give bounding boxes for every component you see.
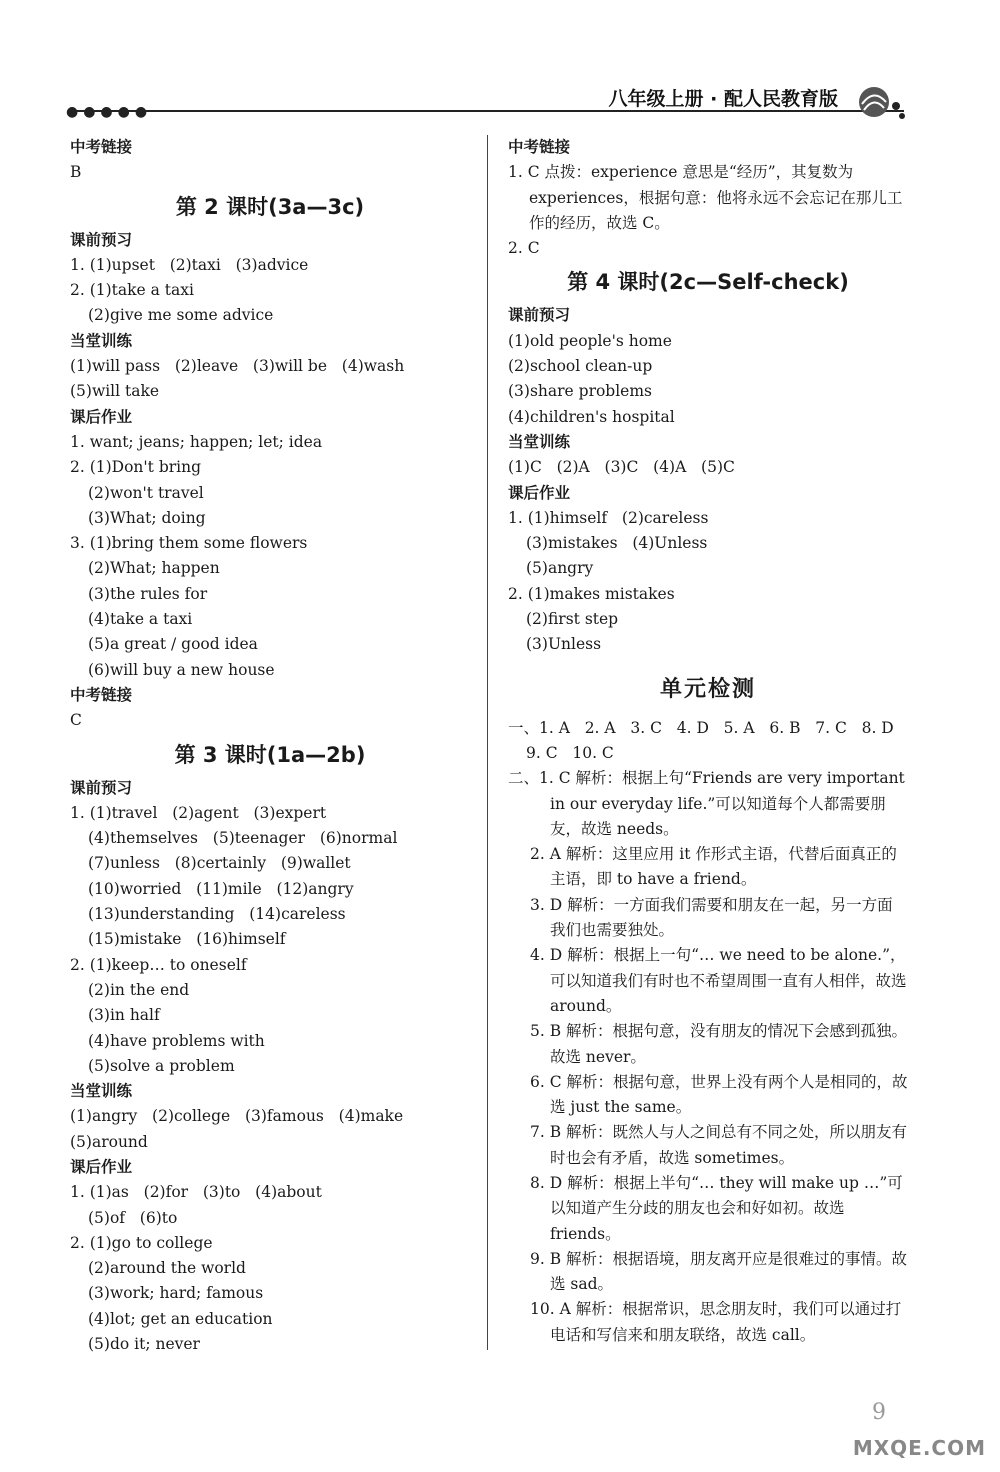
answer-line: 2. C	[508, 239, 540, 258]
answer-line: 1. want; jeans; happen; let; idea	[70, 432, 323, 451]
answer-line: (4)children's hospital	[508, 407, 675, 426]
answer-line: (2)first step	[526, 610, 619, 629]
left-column	[70, 135, 470, 1357]
explained-answer: 10. A 解析：根据常识，思念朋友时，我们可以通过打电话和写信来和朋友联络，故选 call。	[530, 1300, 902, 1344]
answer-line: C	[70, 711, 82, 730]
unit-test-title: 单元检测	[659, 676, 756, 702]
explained-answer: 4. D 解析：根据上一句“… we need to be alone.”，可以知道我们有时也不希望周围一直有人相伴，故选around。	[530, 946, 907, 1015]
answer-line: (2)school clean-up	[508, 357, 653, 376]
section-heading: 课后作业	[70, 1157, 133, 1176]
answer-line: (2)give me some advice	[88, 306, 274, 325]
lesson-title: 第 4 课时(2c—Self-check)	[567, 270, 849, 295]
answer-line: (15)mistake (16)himself	[88, 930, 286, 949]
answer-line: (3)work; hard; famous	[88, 1284, 264, 1303]
header-dots: ●●●●●	[66, 104, 153, 120]
answer-line: 2. (1)makes mistakes	[508, 584, 675, 603]
answer-line: 2. (1)take a taxi	[70, 281, 194, 300]
column-divider	[487, 135, 488, 1350]
answer-line: (6)will buy a new house	[88, 660, 275, 679]
answer-line: (13)understanding (14)careless	[88, 905, 346, 924]
section-heading: 中考链接	[70, 138, 133, 156]
answer-line: (5)of (6)to	[88, 1208, 178, 1227]
answer-line: 1. (1)travel (2)agent (3)expert	[70, 803, 327, 822]
answer-line: 一、1. A 2. A 3. C 4. D 5. A 6. B 7. C 8. D	[508, 718, 894, 737]
answer-line: (2)around the world	[88, 1259, 246, 1278]
explained-answer: 5. B 解析：根据句意，没有朋友的情况下会感到孤独。故选 never。	[530, 1022, 908, 1066]
answer-line: (5)do it; never	[88, 1335, 200, 1354]
page-number: 9	[872, 1400, 886, 1425]
section-heading: 课前预习	[70, 230, 133, 249]
answer-line: (5)angry	[526, 559, 594, 578]
explained-answer: 8. D 解析：根据上半句“… they will make up …”可以知道产生分歧的朋友也会和好如初。故选 friends。	[530, 1173, 903, 1243]
section-heading: 课后作业	[70, 407, 133, 426]
explained-answer: 7. B 解析：既然人与人之间总有不同之处，所以朋友有时也会有矛盾，故选 sometimes。	[530, 1123, 908, 1167]
explained-answer: 1. C 点拨：experience 意思是“经历”，其复数为 experiences，根据句意：他将永远不会忘记在那儿工作的经历，故选 C。	[508, 163, 903, 232]
watermark: MXQE.COM	[852, 1436, 986, 1460]
explained-answer: 6. C 解析：根据句意，世界上没有两个人是相同的，故选 just the same。	[530, 1072, 908, 1117]
answer-line: (1)angry (2)college (3)famous (4)make	[70, 1107, 404, 1126]
book-logo-icon	[852, 82, 908, 122]
section-heading: 中考链接	[70, 685, 133, 704]
answer-line: 1. (1)upset (2)taxi (3)advice	[70, 255, 309, 274]
answer-line: (2)won't travel	[88, 483, 204, 502]
right-column	[508, 135, 908, 1348]
answer-line: (2)What; happen	[88, 559, 220, 578]
answer-line: 1. (1)himself (2)careless	[508, 508, 709, 527]
lesson-title: 第 2 课时(3a—3c)	[175, 194, 365, 219]
answer-line: (3)Unless	[526, 635, 602, 654]
answer-line: 2. (1)go to college	[70, 1233, 213, 1252]
explained-answer: 3. D 解析：一方面我们需要和朋友在一起，另一方面我们也需要独处。	[530, 895, 893, 940]
answer-line: 9. C 10. C	[526, 743, 614, 762]
section-heading: 中考链接	[508, 138, 571, 156]
answer-line: (10)worried (11)mile (12)angry	[88, 879, 354, 898]
explained-answer: 9. B 解析：根据语境，朋友离开应是很难过的事情。故选 sad。	[530, 1249, 908, 1294]
answer-line: (3)in half	[88, 1006, 160, 1025]
answer-line: (3)the rules for	[88, 584, 208, 603]
section-heading: 课前预习	[508, 306, 571, 325]
answer-line: (3)mistakes (4)Unless	[526, 534, 708, 553]
answer-line: (5)a great / good idea	[88, 635, 258, 654]
answer-line: (4)take a taxi	[88, 610, 193, 629]
section-heading: 当堂训练	[70, 1082, 133, 1101]
answer-line: (5)solve a problem	[88, 1056, 235, 1075]
answer-line: 2. (1)Don't bring	[70, 458, 202, 477]
answer-line: (4)lot; get an education	[88, 1309, 273, 1328]
section-heading: 当堂训练	[70, 331, 133, 350]
answer-line: (2)in the end	[88, 980, 190, 999]
answer-line: (4)themselves (5)teenager (6)normal	[88, 829, 398, 848]
answer-line: 2. (1)keep… to oneself	[70, 955, 247, 974]
section-heading: 当堂训练	[508, 432, 571, 451]
answer-line: 3. (1)bring them some flowers	[70, 534, 308, 553]
answer-line: (1)will pass (2)leave (3)will be (4)wash	[70, 357, 405, 376]
answer-line: (5)will take	[70, 382, 160, 401]
answer-line: (1)C (2)A (3)C (4)A (5)C	[508, 458, 735, 477]
answer-line: (1)old people's home	[508, 331, 672, 350]
explained-answer: 二、1. C 解析：根据上句“Friends are very important in our everyday life.”可以知道每个人都需要朋友，故选 needs。	[508, 769, 905, 838]
answer-line: 1. (1)as (2)for (3)to (4)about	[70, 1183, 322, 1202]
answer-line: (4)have problems with	[88, 1031, 265, 1050]
explained-answer: 2. A 解析：这里应用 it 作形式主语，代替后面真正的主语，即 to have a friend。	[530, 845, 897, 889]
lesson-title: 第 3 课时(1a—2b)	[174, 742, 366, 767]
answer-line: B	[70, 163, 82, 182]
answer-line: (7)unless (8)certainly (9)wallet	[88, 854, 351, 873]
answer-line: (5)around	[70, 1132, 148, 1151]
answer-line: (3)share problems	[508, 382, 653, 401]
header-title: 八年级上册 · 配人民教育版	[608, 88, 838, 110]
section-heading: 课前预习	[70, 778, 133, 797]
answer-line: (3)What; doing	[88, 508, 206, 527]
section-heading: 课后作业	[508, 483, 571, 502]
